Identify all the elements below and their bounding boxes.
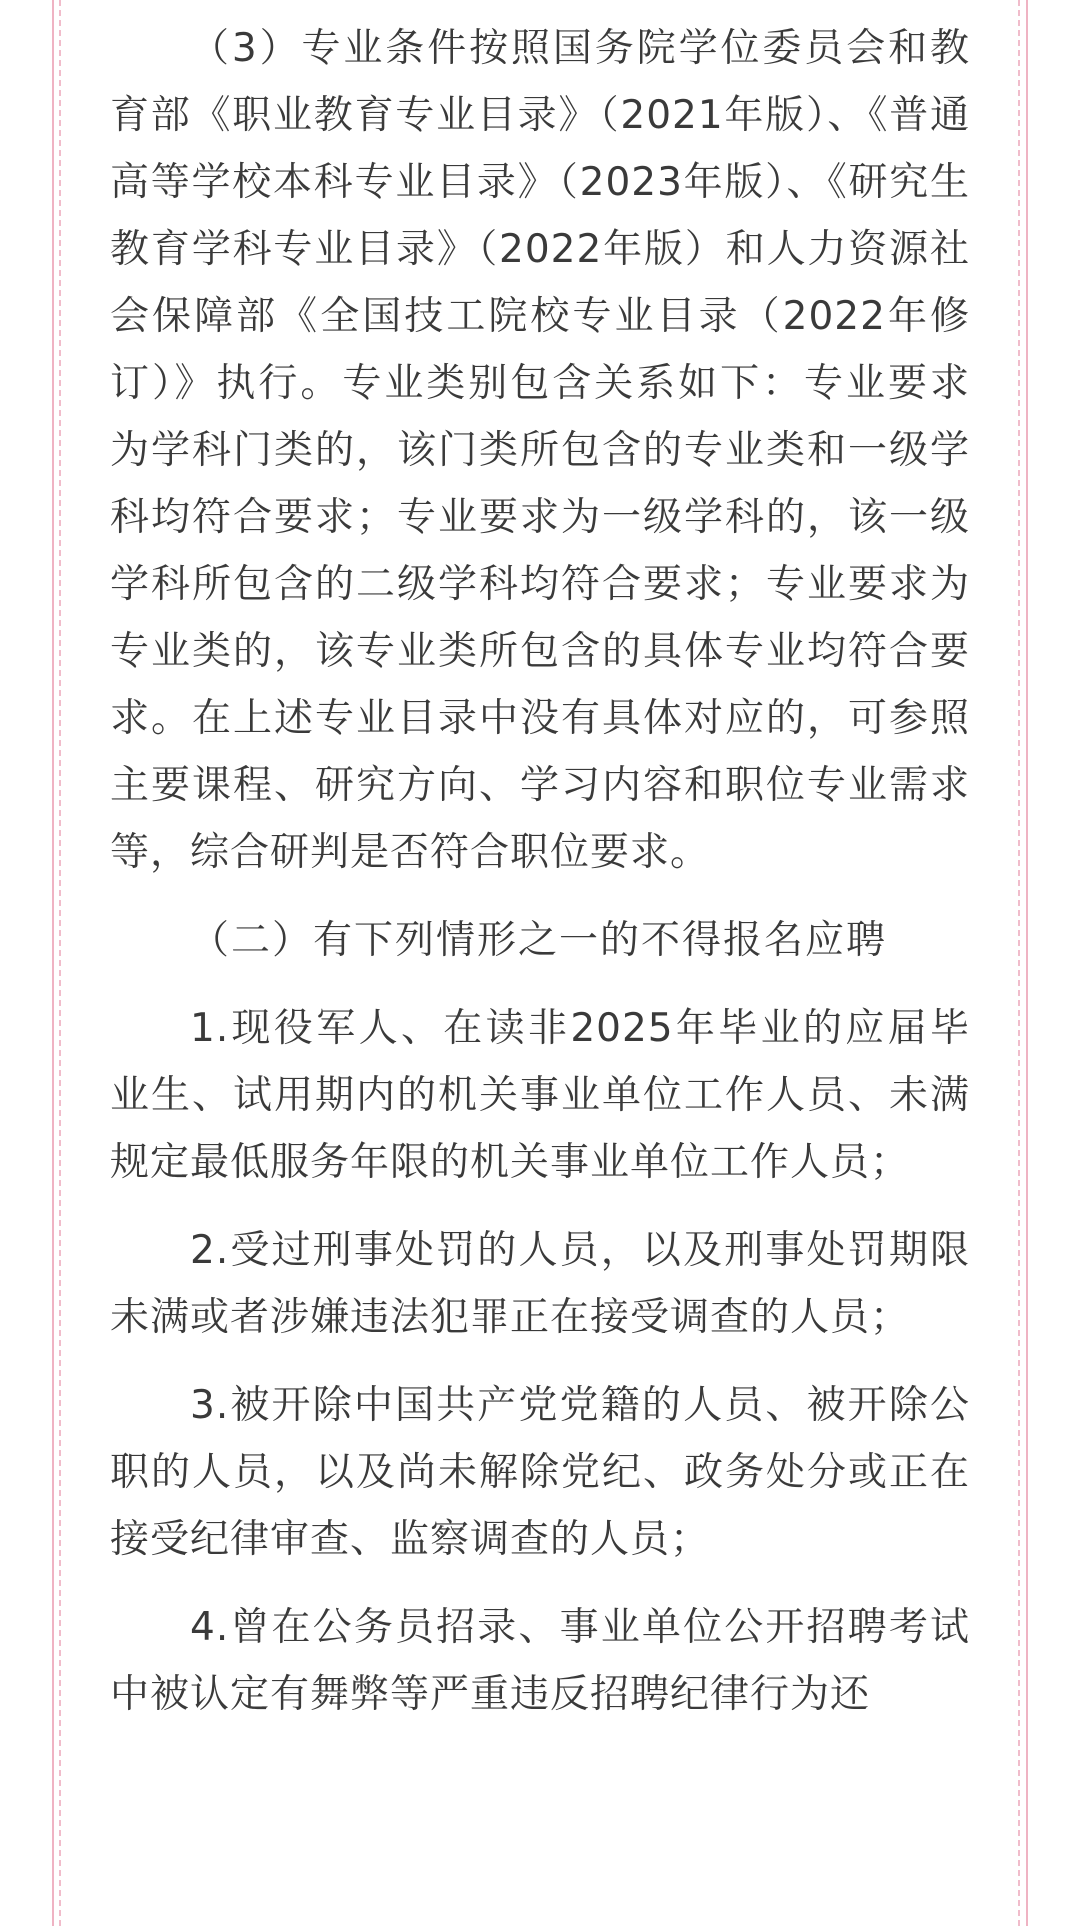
right-decorative-border xyxy=(1018,0,1028,1926)
list-item-2: 2.受过刑事处罚的人员，以及刑事处罚期限未满或者涉嫌违法犯罪正在接受调查的人员； xyxy=(110,1228,970,1340)
left-decorative-border xyxy=(52,0,62,1926)
left-border-solid-line xyxy=(52,0,54,1926)
right-border-solid-line xyxy=(1026,0,1028,1926)
section-heading: （二）有下列情形之一的不得报名应聘 xyxy=(190,918,888,963)
list-item-4: 4.曾在公务员招录、事业单位公开招聘考试中被认定有舞弊等严重违反招聘纪律行为还 xyxy=(110,1605,970,1717)
paragraph-major-conditions: （3）专业条件按照国务院学位委员会和教育部《职业教育专业目录》（2021年版）、《普通高等学校本科专业目录》（2023年版）、《研究生教育学科专业目录》（2022年版）和人力资源社会保障部《全国技工院校专业目录（2022年修订）》执行。专业类别包含关系如下：专业要求为学科门类的，该门类所包含的专业类和一级学科均符合要求；专业要求为一级学科的，该一级学科所包含的二级学科均符合要求；专业要求为专业类的，该专业类所包含的具体专业均符合要求。在上述专业目录中没有具体对应的，可参照主要课程、研究方向、学习内容和职位专业需求等，综合研判是否符合职位要求。 xyxy=(110,26,970,875)
right-border-dashed-line xyxy=(1018,0,1020,1926)
list-item-1: 1.现役军人、在读非2025年毕业的应届毕业生、试用期内的机关事业单位工作人员、未满规定最低服务年限的机关事业单位工作人员； xyxy=(110,1006,970,1185)
left-border-dashed-line xyxy=(59,0,61,1926)
list-item-3: 3.被开除中国共产党党籍的人员、被开除公职的人员，以及尚未解除党纪、政务处分或正在接受纪律审查、监察调查的人员； xyxy=(110,1383,970,1562)
article-body xyxy=(110,15,970,1728)
